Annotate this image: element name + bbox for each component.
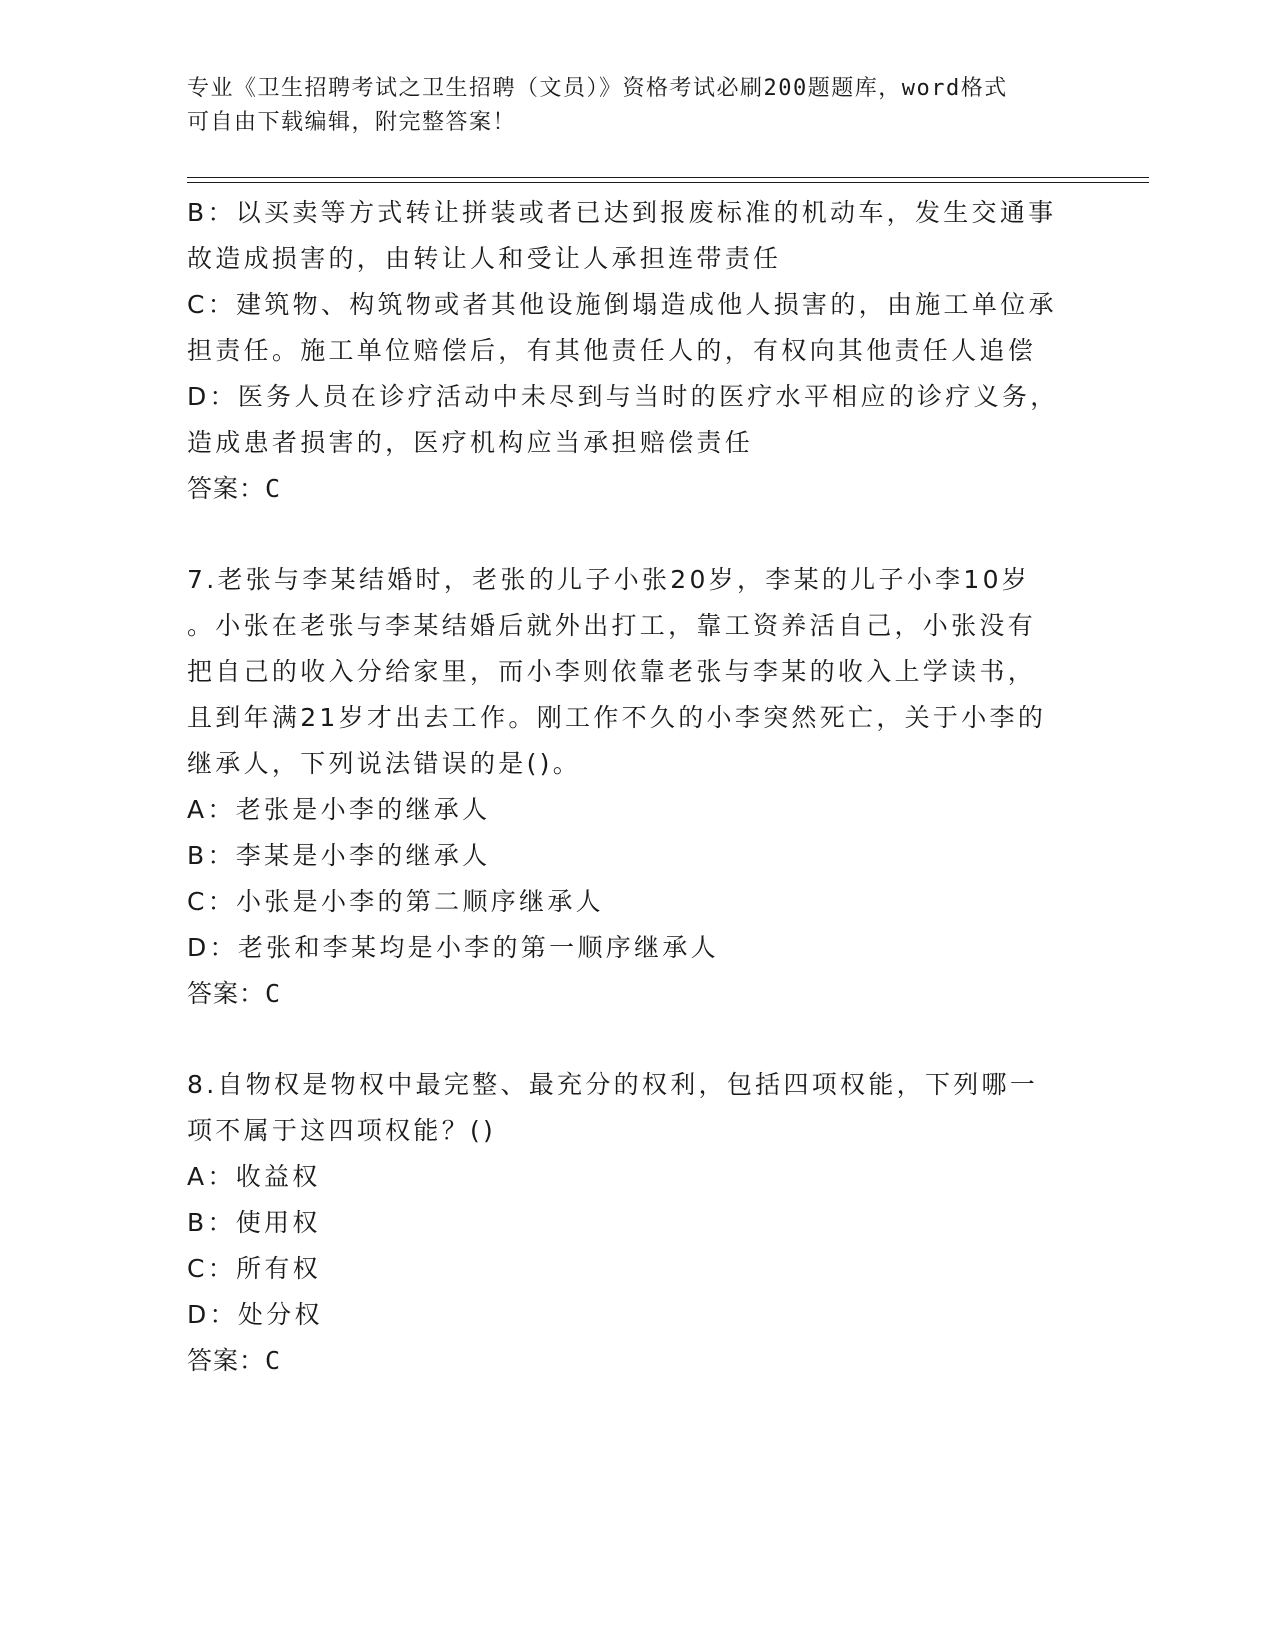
- answer-label: 答案：: [187, 474, 266, 503]
- header-title-line-1: 专业《卫生招聘考试之卫生招聘（文员）》资格考试必刷200题题库，word格式: [187, 76, 1008, 101]
- answer-value: C: [265, 979, 282, 1008]
- question-8-option-c: C：所有权: [187, 1254, 321, 1283]
- document-header: [187, 72, 1067, 140]
- option-c-line-2: 担责任。施工单位赔偿后，有其他责任人的，有权向其他责任人追偿: [187, 336, 1037, 365]
- prev-question-answer: [187, 466, 1087, 512]
- spacer: [187, 512, 1087, 557]
- question-7-option-c: C：小张是小李的第二顺序继承人: [187, 887, 604, 916]
- answer-label: 答案：: [187, 1346, 266, 1375]
- question-7-stem-line-1: 7.老张与李某结婚时，老张的儿子小张20岁，李某的儿子小李10岁: [187, 565, 1031, 594]
- answer-value: C: [265, 474, 282, 503]
- question-8-option-d: D：处分权: [187, 1300, 323, 1329]
- question-7-stem-line-3: 把自己的收入分给家里，而小李则依靠老张与李某的收入上学读书，: [187, 657, 1037, 686]
- question-7-option-a: A：老张是小李的继承人: [187, 795, 491, 824]
- header-divider-top: [187, 177, 1149, 178]
- question-8-stem-line-1: 8.自物权是物权中最完整、最充分的权利，包括四项权能，下列哪一: [187, 1070, 1039, 1099]
- option-d-line-2: 造成患者损害的，医疗机构应当承担赔偿责任: [187, 428, 754, 457]
- question-8-answer: [187, 1338, 1087, 1384]
- question-8: [187, 1062, 1087, 1384]
- prev-question-options: [187, 190, 1087, 466]
- question-7-option-b: B：李某是小李的继承人: [187, 841, 491, 870]
- option-c-line-1: C：建筑物、构筑物或者其他设施倒塌造成他人损害的，由施工单位承: [187, 290, 1057, 319]
- question-8-option-a: A：收益权: [187, 1162, 321, 1191]
- question-7-stem-line-2: 。小张在老张与李某结婚后就外出打工，靠工资养活自己，小张没有: [187, 611, 1037, 640]
- question-7-answer: [187, 971, 1087, 1017]
- question-8-option-b: B：使用权: [187, 1208, 321, 1237]
- answer-label: 答案：: [187, 979, 266, 1008]
- option-d-line-1: D：医务人员在诊疗活动中未尽到与当时的医疗水平相应的诊疗义务，: [187, 382, 1059, 411]
- question-7-option-d: D：老张和李某均是小李的第一顺序继承人: [187, 933, 719, 962]
- question-7: [187, 557, 1087, 1017]
- answer-value: C: [265, 1346, 282, 1375]
- option-b-line-2: 故造成损害的，由转让人和受让人承担连带责任: [187, 244, 782, 273]
- option-b-line-1: B：以买卖等方式转让拼装或者已达到报废标准的机动车，发生交通事: [187, 198, 1057, 227]
- document-body: [187, 190, 1087, 1384]
- spacer: [187, 1017, 1087, 1062]
- header-divider-bottom: [187, 182, 1149, 183]
- question-7-stem-line-4: 且到年满21岁才出去工作。刚工作不久的小李突然死亡，关于小李的: [187, 703, 1047, 732]
- question-8-stem-line-2: 项不属于这四项权能？(): [187, 1116, 497, 1145]
- question-7-stem-line-5: 继承人，下列说法错误的是()。: [187, 749, 582, 778]
- header-title-line-2: 可自由下载编辑，附完整答案！: [187, 110, 517, 135]
